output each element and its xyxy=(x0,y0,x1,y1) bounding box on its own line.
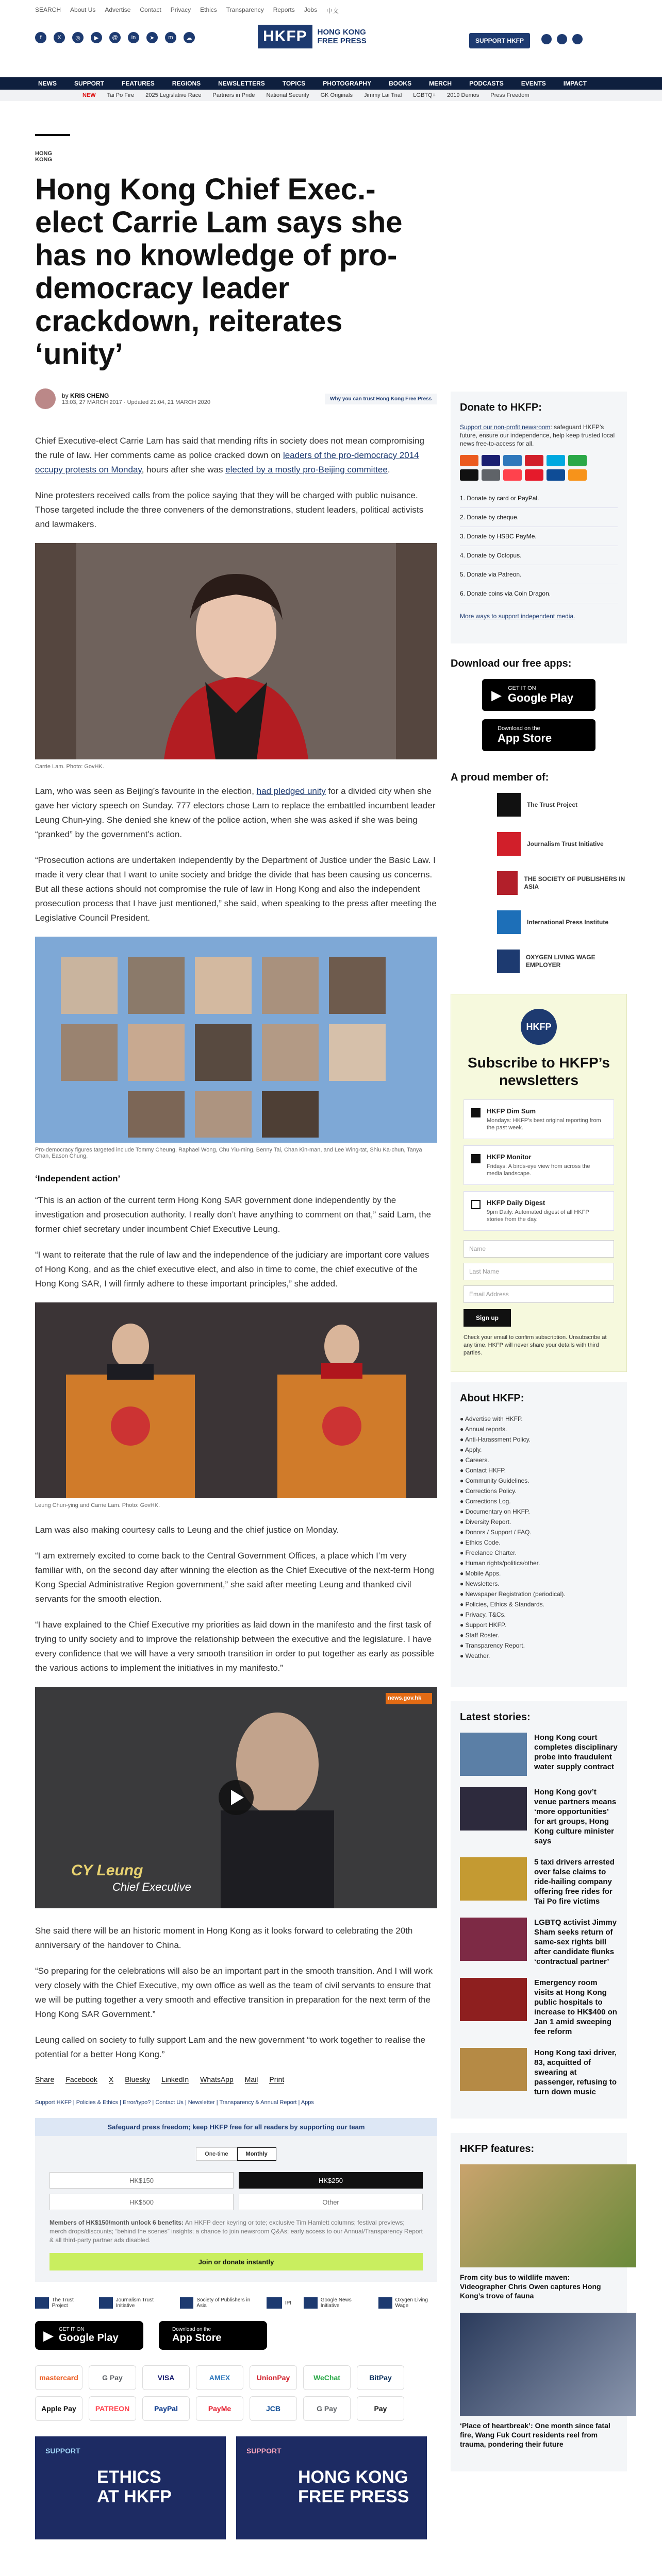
utility-nav-link[interactable]: Privacy xyxy=(170,6,191,13)
telegram-icon[interactable]: ➤ xyxy=(146,32,158,43)
inline-donate-box xyxy=(35,2118,437,2282)
last-name-field[interactable]: Last Name xyxy=(464,1263,614,1280)
member-logo[interactable] xyxy=(497,871,627,895)
features-widget xyxy=(451,2133,627,2471)
about-link[interactable]: ● Privacy, T&Cs. xyxy=(460,1611,506,1618)
share-link[interactable]: Bluesky xyxy=(125,2075,151,2083)
feature-headline[interactable]: From city bus to wildlife maven: Videographer Chris Owen captures Hong Kong’s trove of fauna xyxy=(460,2273,601,2300)
payment-logo: Pay xyxy=(357,2396,404,2421)
byline xyxy=(35,388,437,409)
about-link[interactable]: ● Mobile Apps. xyxy=(460,1570,501,1577)
payment-logo: G Pay xyxy=(303,2396,351,2421)
linkedin-icon[interactable]: in xyxy=(128,32,139,43)
donate-widget xyxy=(451,392,627,643)
paragraph: “I have explained to the Chief Executive my priorities as laid down in the manifesto and the first task of trying to unify society and to improve the relationship between the executive and the legislature. I have every confidence that we will have a very smooth transition in order to put together as early as possible the various actions to implement the initiatives in my manifesto.” xyxy=(35,1620,434,1673)
video-name: CY Leung xyxy=(71,1862,143,1879)
latest-story[interactable] xyxy=(460,1978,618,2037)
visa-icon xyxy=(482,455,500,466)
newsletter-logo: HKFP xyxy=(521,1009,557,1045)
badge-label: IPI xyxy=(285,2300,292,2306)
trust-link[interactable]: Why you can trust Hong Kong Free Press xyxy=(325,394,437,404)
utility-nav-link[interactable]: Contact xyxy=(140,6,161,13)
publish-dates: 13:03, 27 MARCH 2017 · Updated 21:04, 21 MARCH 2020 xyxy=(62,399,210,405)
latest-story[interactable] xyxy=(460,1857,618,1906)
utility-nav-link[interactable]: About Us xyxy=(70,6,96,13)
main-nav-item[interactable]: FEATURES xyxy=(122,80,155,87)
store-icon[interactable] xyxy=(541,34,552,44)
store-small: Download on the xyxy=(172,2327,211,2332)
app-store-button[interactable] xyxy=(159,2321,267,2350)
card-logos xyxy=(460,455,618,481)
story-thumbnail xyxy=(460,1787,527,1831)
about-link[interactable]: ● Anti-Harassment Policy. xyxy=(460,1436,531,1443)
member-icon xyxy=(497,871,518,895)
monthly-tab[interactable]: Monthly xyxy=(237,2147,276,2161)
google-play-button[interactable] xyxy=(482,679,595,711)
latest-story[interactable] xyxy=(460,1918,618,1967)
logo-wordmark xyxy=(318,28,367,45)
member-badge[interactable] xyxy=(378,2297,437,2309)
support-promo[interactable] xyxy=(236,2436,427,2539)
features-title: HKFP features: xyxy=(460,2143,535,2155)
photo-illustration xyxy=(35,543,437,759)
story-thumbnail xyxy=(460,2048,527,2091)
payment-logo: JCB xyxy=(250,2396,297,2421)
paragraph: Nine protesters received calls from the police saying that they will be charged with public nuisance. Those targeted include the three conveners of the demonstrations, student leaders, political activists and lawmakers. xyxy=(35,490,424,529)
about-link[interactable]: ● Careers. xyxy=(460,1456,489,1464)
promo-banners xyxy=(35,2436,437,2539)
headline: Hong Kong Chief Exec.-elect Carrie Lam says she has no knowledge of pro-democracy leader crackdown, reiterates ‘unity’ xyxy=(35,173,403,371)
threads-icon[interactable]: @ xyxy=(109,32,121,43)
trending-link[interactable]: LGBTQ+ xyxy=(413,92,436,98)
donate-heading: Safeguard press freedom; keep HKFP free for all readers by supporting our team xyxy=(35,2118,437,2136)
badge-icon xyxy=(35,2297,49,2309)
google-play-button[interactable] xyxy=(35,2321,143,2350)
newsletter-note: Check your email to confirm subscription. Unsubscribe at any time. HKFP will never share your details with third parties. xyxy=(464,1334,607,1356)
member-list xyxy=(451,793,627,973)
benefits-text: An HKFP deer keyring or tote; exclusive Tim Hamlett columns; festival previews; merch drops/discounts; “behind the scenes” insights; a chance to join newsroom Q&As; early access to our Annual/Transparency Report & all third-party partner ads disabled. xyxy=(49,2219,423,2244)
paragraph: “I am extremely excited to come back to the Central Government Offices, a place which I’m very familiar with, on the second day after winning the election as the Chief Executive of the next-term Hong Kong Special Administrative Region government,” she said after meeting Leung and thanked civil servants for the smooth election. xyxy=(35,1551,434,1604)
section-tag[interactable]: HONG KONG xyxy=(35,134,70,163)
email-field[interactable]: Email Address xyxy=(464,1285,614,1303)
member-name: International Press Institute xyxy=(527,918,609,926)
frequency-toggle xyxy=(35,2147,437,2161)
member-name: THE SOCIETY OF PUBLISHERS IN ASIA xyxy=(524,875,625,890)
play-icon: ▶ xyxy=(491,687,502,703)
main-nav-item[interactable]: NEWS xyxy=(38,80,57,87)
member-title: A proud member of: xyxy=(451,772,549,783)
badge-label: Journalism Trust Initiative xyxy=(115,2297,154,2309)
protest-leaders-photo xyxy=(35,937,437,1143)
payment-logo: UnionPay xyxy=(250,2365,297,2390)
badge-icon xyxy=(99,2297,113,2309)
logo-mark: HKFP xyxy=(258,25,312,48)
bluesky-icon[interactable]: ☁ xyxy=(184,32,195,43)
trending-link[interactable]: 2025 Legislative Race xyxy=(145,92,202,98)
trending-link[interactable]: Press Freedom xyxy=(490,92,529,98)
payment-logo: Apple Pay xyxy=(35,2396,82,2421)
donate-option[interactable]: 2. Donate by cheque. xyxy=(460,508,618,527)
share-link[interactable]: Mail xyxy=(244,2075,258,2083)
author-prefix: by xyxy=(62,392,69,399)
video-embed[interactable] xyxy=(35,1687,437,1908)
x-icon[interactable]: X xyxy=(54,32,65,43)
logo-line2: FREE PRESS xyxy=(317,37,367,45)
member-logo[interactable] xyxy=(497,793,627,817)
article xyxy=(35,134,437,2539)
donate-text xyxy=(460,423,618,448)
utility-nav-link[interactable]: 中文 xyxy=(326,7,339,14)
donate-options xyxy=(460,489,618,603)
store-small: GET IT ON xyxy=(59,2327,85,2332)
about-link[interactable]: ● Transparency Report. xyxy=(460,1642,525,1649)
main-nav-item[interactable]: SUPPORT xyxy=(74,80,105,87)
main-nav-item[interactable]: EVENTS xyxy=(521,80,546,87)
newsletter-signup xyxy=(451,994,627,1372)
promo-big: ETHICS AT HKFP xyxy=(97,2467,172,2506)
option-name: HKFP Dim Sum xyxy=(487,1107,536,1115)
video-brand: news.gov.hk xyxy=(388,1695,422,1701)
top-header xyxy=(0,0,662,77)
share-bar xyxy=(35,2075,437,2084)
benefits-title: Members of HK$150/month unlock 6 benefits: xyxy=(49,2219,184,2226)
trending-link[interactable]: National Security xyxy=(266,92,309,98)
photo-caption: Carrie Lam. Photo: GovHK. xyxy=(35,764,104,770)
main-nav-item[interactable]: BOOKS xyxy=(389,80,412,87)
youtube-icon[interactable]: ▶ xyxy=(91,32,102,43)
bitpay-icon xyxy=(568,469,587,481)
text: Chief Executive-elect Carrie Lam has said that mending rifts in society does not mean compromising the rule of law. Her comments came as police cracked down on xyxy=(35,436,424,460)
inline-link[interactable]: elected by a mostly pro-Beijing committee xyxy=(225,465,388,474)
badge-label: Google News Initiative xyxy=(320,2297,352,2309)
payment-logo: VISA xyxy=(142,2365,190,2390)
apps-title: Download our free apps: xyxy=(451,658,572,669)
payment-logo: mastercard xyxy=(35,2365,82,2390)
about-widget xyxy=(451,1382,627,1687)
facebook-icon[interactable]: f xyxy=(35,32,46,43)
donate-title: Donate to HKFP: xyxy=(460,402,542,413)
story-thumbnail xyxy=(460,1978,527,2021)
amount-option-selected[interactable]: HK$250 xyxy=(239,2172,423,2189)
share-link[interactable]: Facebook xyxy=(65,2075,97,2083)
text: . xyxy=(387,465,390,474)
about-links xyxy=(460,1414,618,1661)
text: : safeguard HKFP’s future, ensure our independence, help keep trusted local news free-to-access for all. xyxy=(460,423,615,447)
about-link[interactable]: ● Ethics Code. xyxy=(460,1539,501,1546)
main-nav-item[interactable]: REGIONS xyxy=(172,80,201,87)
paragraph: She said there will be an historic moment in Hong Kong as it looks forward to celebrating the 20th anniversary of the handover to China. xyxy=(35,1926,413,1950)
about-link[interactable]: ● Freelance Charter. xyxy=(460,1549,517,1556)
logo-line1: HONG KONG xyxy=(317,28,366,37)
trending-link[interactable]: GK Originals xyxy=(320,92,353,98)
member-benefits xyxy=(35,2210,437,2253)
story-thumbnail xyxy=(460,1733,527,1776)
trending-bar xyxy=(0,90,662,101)
join-button[interactable]: Join or donate instantly xyxy=(49,2253,423,2270)
about-title: About HKFP: xyxy=(460,1393,524,1404)
about-link[interactable]: ● Corrections Policy. xyxy=(460,1487,517,1495)
story-headline[interactable]: 5 taxi drivers arrested over false claims to ride-hailing company offering free rides for Tai Po fire victims xyxy=(534,1858,615,1906)
donate-link[interactable]: Support our non-profit newsroom xyxy=(460,423,551,431)
unionpay-icon xyxy=(525,455,543,466)
sidebar xyxy=(451,392,627,2486)
paragraph xyxy=(35,434,437,477)
trending-link[interactable]: Tai Po Fire xyxy=(107,92,135,98)
paragraph: “I want to reiterate that the rule of law and the independence of the judiciary are important core values of Hong Kong, and as the chief executive elect, and also in time to come, the chief executive of the Hong Kong SAR, I will firmly adhere to these important principles,” she added. xyxy=(35,1250,429,1289)
play-icon: ▶ xyxy=(43,2327,54,2343)
checkbox[interactable] xyxy=(471,1200,481,1209)
article-footer-links[interactable]: Support HKFP | Policies & Ethics | Error/typo? | Contact Us | Newsletter | Transparency & Annual Report | Apps xyxy=(35,2099,314,2106)
author-avatar xyxy=(35,388,56,409)
jcb-icon xyxy=(547,469,565,481)
signup-button[interactable]: Sign up xyxy=(464,1309,511,1327)
app-store-button[interactable] xyxy=(482,719,595,751)
utility-nav-link[interactable]: Advertise xyxy=(105,6,131,13)
main-nav-item[interactable]: MERCH xyxy=(429,80,452,87)
trending-link[interactable]: 2019 Demos xyxy=(447,92,479,98)
member-badge[interactable] xyxy=(180,2297,254,2309)
member-icon xyxy=(497,950,520,973)
promo-small: SUPPORT xyxy=(246,2447,282,2455)
amount-options xyxy=(35,2172,437,2210)
main-nav xyxy=(0,77,662,90)
member-badge[interactable] xyxy=(304,2297,366,2309)
main-nav-item[interactable]: PODCASTS xyxy=(469,80,504,87)
store-big: App Store xyxy=(498,732,552,744)
latest-story[interactable] xyxy=(460,2048,618,2097)
story-headline[interactable]: Emergency room visits at Hong Kong public hospitals to increase to HK$400 on Jan 1 amid sweeping fee reform xyxy=(534,1978,617,2036)
one-time-tab[interactable]: One-time xyxy=(196,2147,237,2161)
amex-icon xyxy=(503,455,522,466)
video-title: Chief Executive xyxy=(112,1880,191,1893)
promo-big: HONG KONG FREE PRESS xyxy=(298,2467,409,2506)
checkbox-checked[interactable] xyxy=(471,1154,481,1163)
store-big: Google Play xyxy=(508,691,574,704)
member-logo[interactable] xyxy=(497,950,627,973)
member-logo[interactable] xyxy=(497,832,627,856)
footer-member-badges xyxy=(35,2297,437,2309)
member-name: The Trust Project xyxy=(527,801,578,808)
leung-and-lam-photo xyxy=(35,1302,437,1498)
newsletter-option[interactable] xyxy=(464,1145,614,1185)
badge-label: Oxygen Living Wage xyxy=(395,2297,428,2309)
inline-link[interactable]: leaders of the pro-democracy 2014 occupy protests on Monday xyxy=(35,450,419,474)
latest-title: Latest stories: xyxy=(460,1711,531,1723)
carrie-lam-photo xyxy=(35,543,437,759)
member-badge[interactable] xyxy=(267,2297,291,2309)
story-thumbnail xyxy=(460,1918,527,1961)
apple-pay-icon xyxy=(460,469,478,481)
paragraph: “So preparing for the celebrations will also be an important part in the smooth transition. And I will work very closely with the Chief Executive, my own office as well as the team of civil servants to ensure that we will be putting together a very smooth and effective transition in preparation for the next term of the Hong Kong SAR Government.” xyxy=(35,1966,433,2019)
about-link[interactable]: ● Human rights/politics/other. xyxy=(460,1560,540,1567)
about-link[interactable]: ● Weather. xyxy=(460,1652,490,1659)
member-icon xyxy=(497,793,521,817)
text: , hours after she was xyxy=(141,465,226,474)
story-headline[interactable]: Hong Kong taxi driver, 83, acquitted of swearing at passenger, refusing to turn down music xyxy=(534,2048,617,2096)
paypal-icon xyxy=(547,455,565,466)
about-link[interactable]: ● Staff Roster. xyxy=(460,1632,500,1639)
story-headline[interactable]: LGBTQ activist Jimmy Sham seeks return of same-sex rights bill after candidate flunks ‘contractual partner’ xyxy=(534,1918,617,1966)
payment-logo: PayPal xyxy=(142,2396,190,2421)
donate-option[interactable]: 4. Donate by Octopus. xyxy=(460,546,618,565)
utility-nav-link[interactable]: Jobs xyxy=(304,6,318,13)
inline-link[interactable]: had pledged unity xyxy=(256,786,326,796)
amount-option-other[interactable]: Other xyxy=(239,2194,423,2210)
name-field[interactable]: Name xyxy=(464,1240,614,1258)
about-link[interactable]: ● Documentary on HKFP. xyxy=(460,1508,530,1515)
member-logo[interactable] xyxy=(497,910,627,934)
trending-link[interactable]: Partners in Pride xyxy=(212,92,255,98)
store-big: App Store xyxy=(172,2332,222,2344)
member-name: Journalism Trust Initiative xyxy=(527,840,604,848)
donate-option[interactable]: 6. Donate coins via Coin Dragon. xyxy=(460,584,618,603)
store-small: GET IT ON xyxy=(508,685,536,691)
paragraph: Lam was also making courtesy calls to Leung and the chief justice on Monday. xyxy=(35,1525,339,1535)
footer-app-stores xyxy=(35,2321,437,2350)
payment-logo: BitPay xyxy=(357,2365,404,2390)
share-link[interactable]: X xyxy=(108,2075,114,2083)
newsletter-title: Subscribe to HKFP’s newsletters xyxy=(468,1055,610,1088)
wechat-icon xyxy=(568,455,587,466)
about-link[interactable]: ● Corrections Log. xyxy=(460,1498,511,1505)
photo-illustration xyxy=(35,1302,437,1498)
donate-option[interactable]: 5. Donate via Patreon. xyxy=(460,565,618,584)
main-nav-item[interactable]: PHOTOGRAPHY xyxy=(323,80,372,87)
header-icons xyxy=(541,34,583,44)
paragraph: “Prosecution actions are undertaken independently by the Department of Justice under the Basic Law. I made it very clear that I want to unite society and bridge the divide that has been causing us concerns. But all these actions should not compromise the rule of law in Hong Kong and also the independent prosecution process that I have just mentioned,” she said, when speaking to the press after meeting the Legislative Council President. xyxy=(35,855,437,923)
story-headline[interactable]: Hong Kong gov’t venue partners means ‘more opportunities’ for art groups, Hong Kong culture minister says xyxy=(534,1788,617,1845)
latest-list xyxy=(460,1733,618,2097)
about-link[interactable]: ● Newspaper Registration (periodical). xyxy=(460,1590,566,1598)
latest-story[interactable] xyxy=(460,1787,618,1846)
about-link[interactable]: ● Policies, Ethics & Standards. xyxy=(460,1601,544,1608)
promo-small: SUPPORT xyxy=(45,2447,80,2455)
newsletter-option[interactable] xyxy=(464,1191,614,1231)
checkbox-checked[interactable] xyxy=(471,1108,481,1117)
paragraph: Leung called on society to fully support Lam and the new government “to work together to realise the potential for a better Hong Kong.” xyxy=(35,2035,425,2059)
about-link[interactable]: ● Contact HKFP. xyxy=(460,1467,506,1474)
payment-logo: PATREON xyxy=(89,2396,136,2421)
photo-caption: Pro-democracy figures targeted include Tommy Cheung, Raphael Wong, Chu Yiu-ming, Benny Tai, Chan Kin-man, and Lee Wing-tat, Shiu Ka-chun, Tanya Chan, Eason Chung. xyxy=(35,1147,422,1159)
rss-icon[interactable] xyxy=(557,34,567,44)
share-label: Share xyxy=(35,2075,55,2083)
member-badge[interactable] xyxy=(35,2297,87,2309)
mastercard-icon xyxy=(460,455,478,466)
donate-option[interactable]: 3. Donate by HSBC PayMe. xyxy=(460,527,618,546)
about-link[interactable]: ● Advertise with HKFP. xyxy=(460,1415,523,1422)
menu-icon[interactable] xyxy=(572,34,583,44)
story-thumbnail xyxy=(460,1857,527,1901)
store-small: Download on the xyxy=(498,725,540,732)
author-name[interactable]: KRIS CHENG xyxy=(70,392,109,399)
about-link[interactable]: ● Donors / Support / FAQ. xyxy=(460,1529,532,1536)
share-link[interactable]: LinkedIn xyxy=(161,2075,189,2083)
member-name: OXYGEN LIVING WAGE EMPLOYER xyxy=(525,954,595,969)
paragraph xyxy=(35,784,437,842)
option-name: HKFP Daily Digest xyxy=(487,1199,545,1207)
section-subhead: ‘Independent action’ xyxy=(35,1174,121,1183)
newsletter-option[interactable] xyxy=(464,1099,614,1139)
payment-logo: PayMe xyxy=(196,2396,243,2421)
latest-story[interactable] xyxy=(460,1733,618,1776)
text: Lam, who was seen as Beijing’s favourite in the election, xyxy=(35,786,257,796)
badge-label: Society of Publishers in Asia xyxy=(196,2297,251,2309)
photo-caption: Leung Chun-ying and Carrie Lam. Photo: GovHK. xyxy=(35,1502,160,1509)
option-desc: 9pm Daily: Automated digest of all HKFP stories from the day. xyxy=(487,1209,589,1223)
feature-image[interactable] xyxy=(460,2313,636,2416)
about-link[interactable]: ● Community Guidelines. xyxy=(460,1477,529,1484)
about-link[interactable]: ● Support HKFP. xyxy=(460,1621,506,1629)
payment-logo: AMEX xyxy=(196,2365,243,2390)
badge-icon xyxy=(304,2297,318,2309)
utility-nav xyxy=(35,6,339,15)
payment-methods xyxy=(35,2365,437,2421)
donate-option[interactable]: 1. Donate by card or PayPal. xyxy=(460,489,618,508)
badge-icon xyxy=(267,2297,282,2309)
amount-option[interactable]: HK$500 xyxy=(49,2194,234,2210)
badge-label: The Trust Project xyxy=(52,2297,74,2309)
text: for a divided city when she gave her victory speech on Sunday. 777 electors chose Lam to replace the embattled incumbent leader Leung Chun-ying. She denied she knew of the police action, when she was asked if she was being “pranked” by the government’s action. xyxy=(35,786,436,839)
share-link[interactable]: WhatsApp xyxy=(200,2075,234,2083)
more-ways-link[interactable]: More ways to support independent media. xyxy=(460,613,575,620)
payme-icon xyxy=(525,469,543,481)
support-hkfp-button[interactable]: SUPPORT HKFP xyxy=(469,33,530,48)
about-link[interactable]: ● Diversity Report. xyxy=(460,1518,511,1526)
share-link[interactable]: Print xyxy=(269,2075,285,2083)
utility-nav-link[interactable]: Transparency xyxy=(226,6,264,13)
site-logo[interactable] xyxy=(258,25,367,48)
latest-widget xyxy=(451,1701,627,2119)
member-badge[interactable] xyxy=(99,2297,168,2309)
photo-illustration xyxy=(35,937,437,1143)
payment-logo: WeChat xyxy=(303,2365,351,2390)
utility-nav-link[interactable]: SEARCH xyxy=(35,6,61,13)
option-desc: Mondays: HKFP’s best original reporting from the past week. xyxy=(487,1117,601,1131)
ethics-promo[interactable] xyxy=(35,2436,226,2539)
amount-option[interactable]: HK$150 xyxy=(49,2172,234,2189)
badge-icon xyxy=(378,2297,392,2309)
payment-logo: G Pay xyxy=(89,2365,136,2390)
about-link[interactable]: ● Annual reports. xyxy=(460,1426,507,1433)
store-big: Google Play xyxy=(59,2332,119,2344)
feature-image[interactable] xyxy=(460,2164,636,2267)
patreon-icon xyxy=(503,469,522,481)
utility-nav-link[interactable]: Reports xyxy=(273,6,295,13)
main-nav-item[interactable]: TOPICS xyxy=(282,80,306,87)
story-headline[interactable]: Hong Kong court completes disciplinary probe into fraudulent water supply contract xyxy=(534,1733,618,1771)
member-icon xyxy=(497,832,521,856)
paragraph: “This is an action of the current term Hong Kong SAR government done independently by the investigation and prosecution authority. I really don’t have anything to comment on that,” said Lam, the former chief secretary under incumbent Chief Executive Leung. xyxy=(35,1195,431,1234)
about-link[interactable]: ● Apply. xyxy=(460,1446,482,1453)
feature-headline[interactable]: ‘Place of heartbreak’: One month since fatal fire, Wang Fuk Court residents reel from trauma, pondering their future xyxy=(460,2421,610,2448)
main-nav-item[interactable]: NEWSLETTERS xyxy=(218,80,265,87)
google-pay-icon xyxy=(482,469,500,481)
about-link[interactable]: ● Newsletters. xyxy=(460,1580,500,1587)
main-nav-item[interactable]: IMPACT xyxy=(563,80,587,87)
member-icon xyxy=(497,910,521,934)
utility-nav-link[interactable]: Ethics xyxy=(200,6,217,13)
instagram-icon[interactable]: ◎ xyxy=(72,32,84,43)
social-links xyxy=(35,32,195,43)
new-label: NEW xyxy=(82,92,96,98)
option-name: HKFP Monitor xyxy=(487,1153,532,1161)
badge-icon xyxy=(180,2297,194,2309)
option-desc: Fridays: A birds-eye view from across the media landscape. xyxy=(487,1163,590,1177)
trending-link[interactable]: Jimmy Lai Trial xyxy=(363,92,402,98)
mastodon-icon[interactable]: m xyxy=(165,32,176,43)
